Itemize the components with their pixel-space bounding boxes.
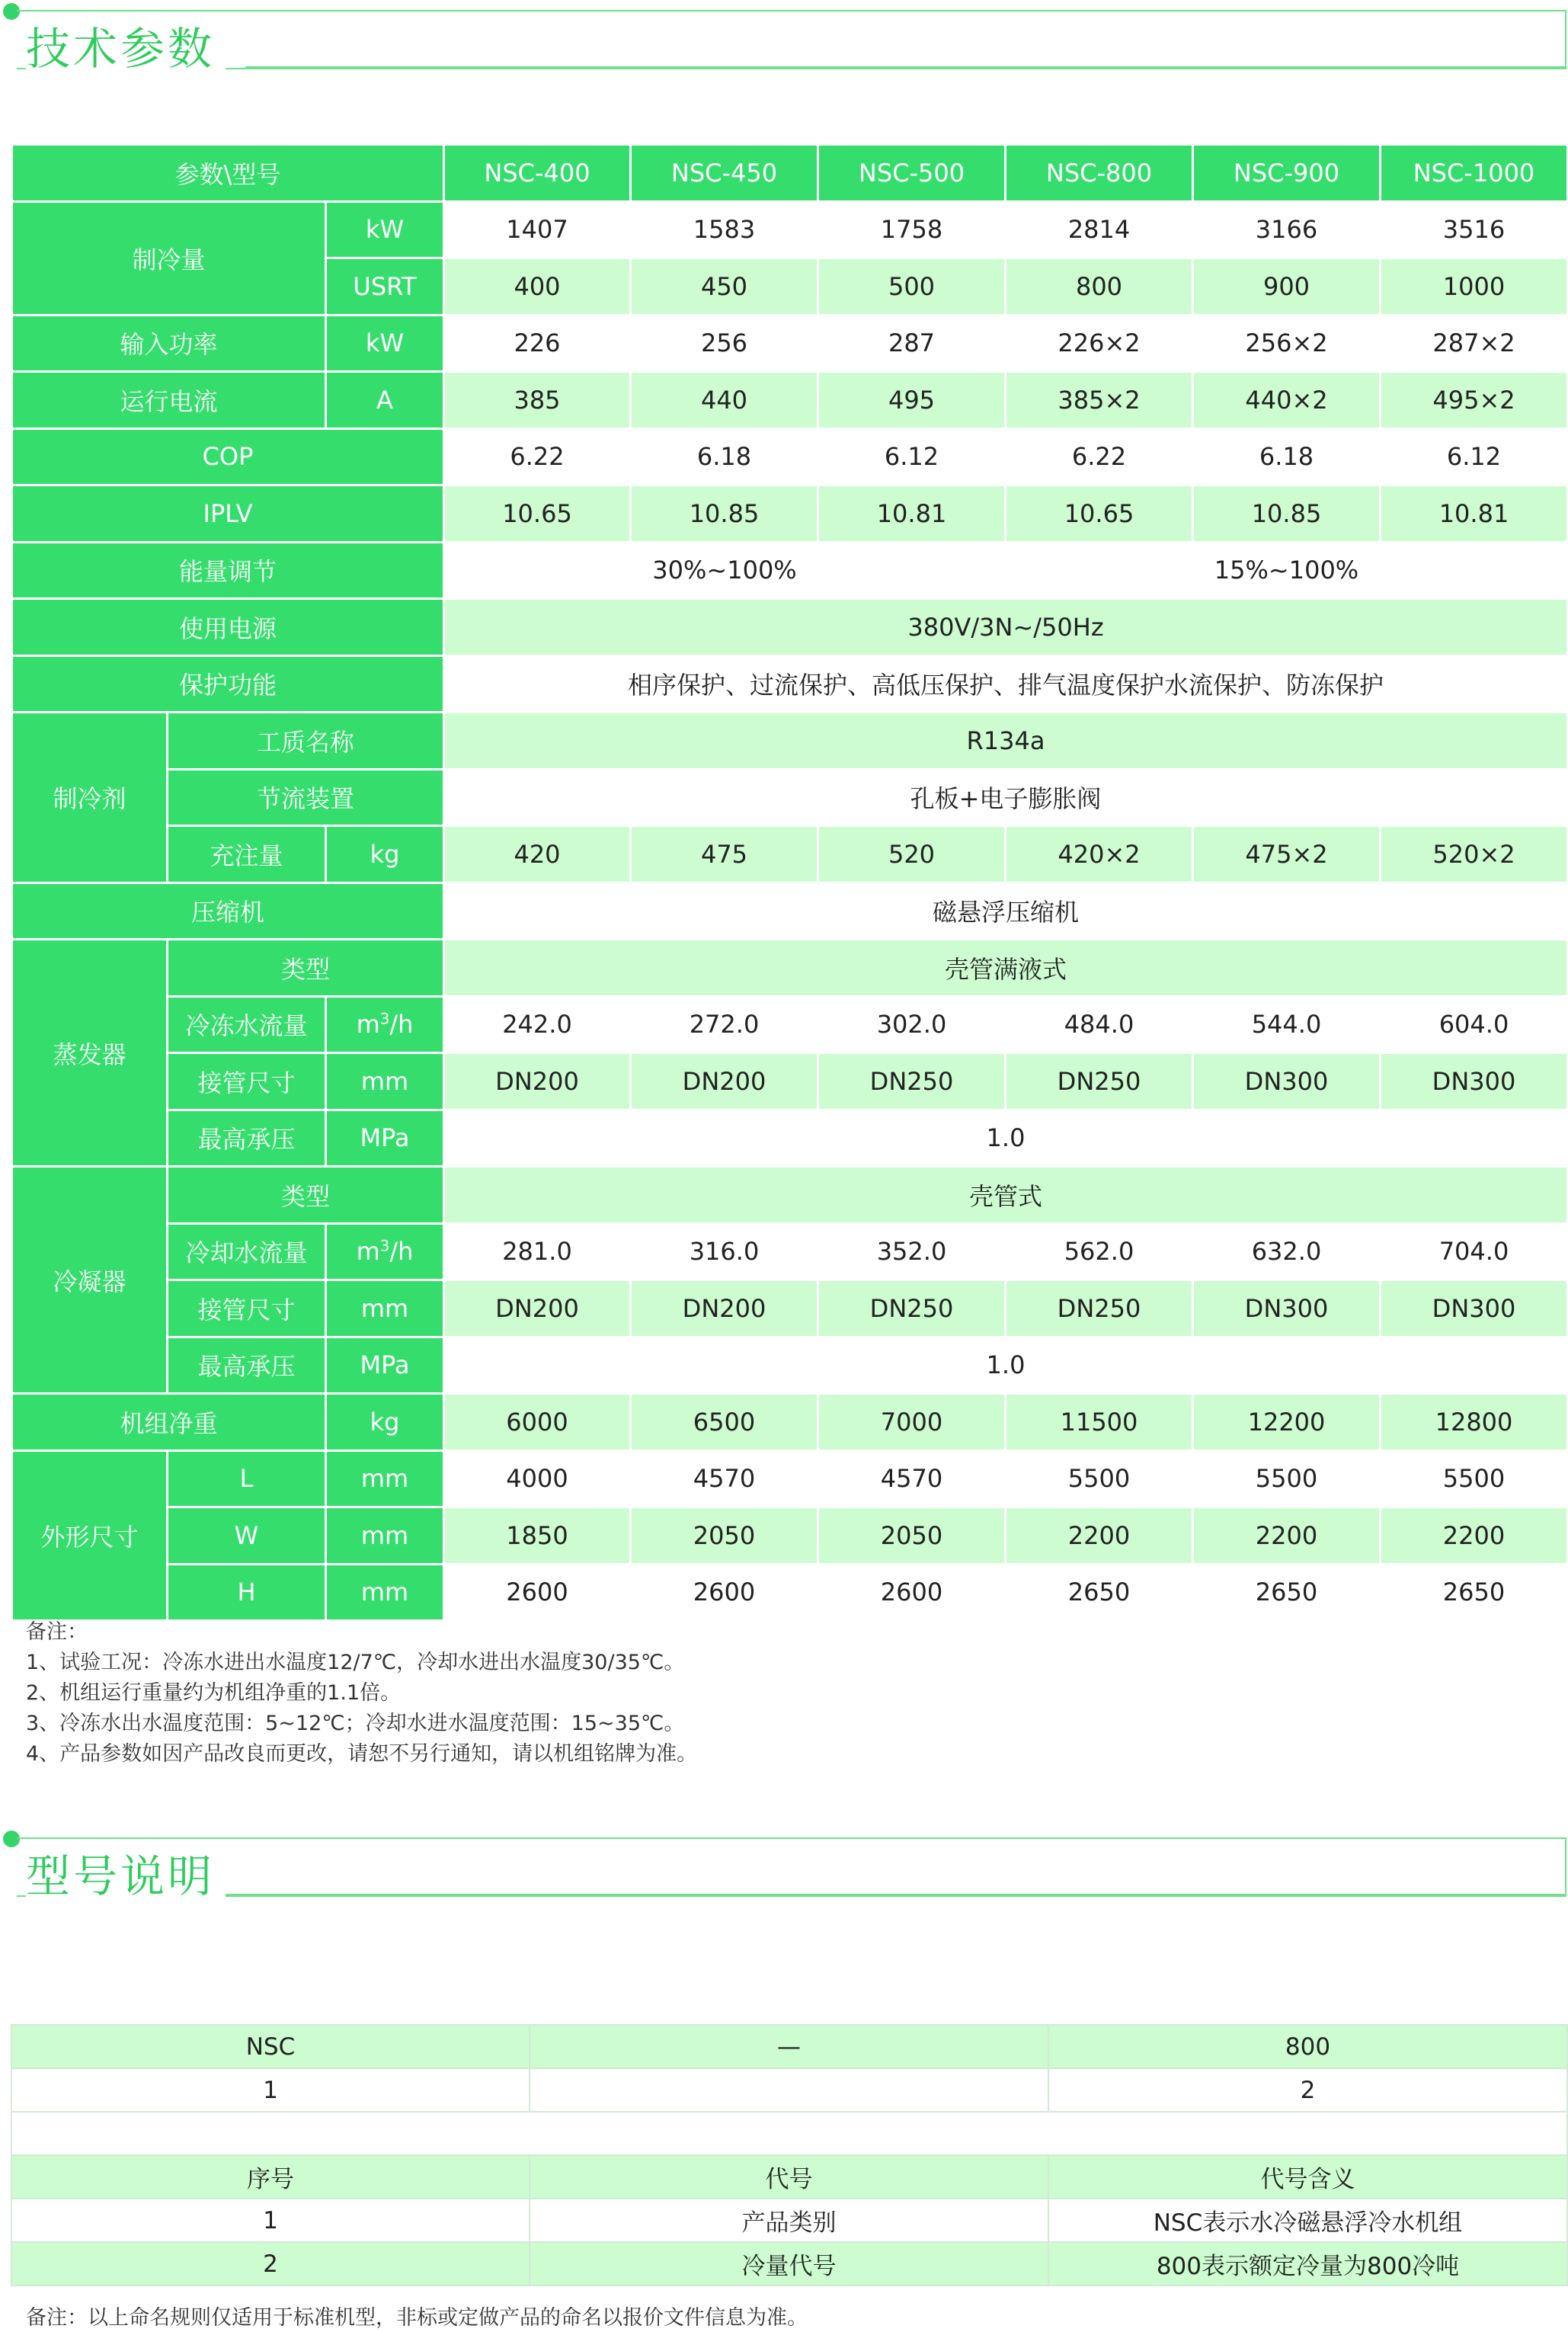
unit-cell: mm xyxy=(326,1564,444,1621)
value-cell: 242.0 xyxy=(444,996,631,1053)
table-header-row xyxy=(11,2155,1567,2199)
value-cell: 2200 xyxy=(1381,1507,1568,1565)
model-index-cell: 1 xyxy=(11,2068,530,2112)
value-cell: 1.0 xyxy=(444,1337,1568,1394)
unit-base: m xyxy=(356,1010,380,1039)
value-cell: 495×2 xyxy=(1381,372,1568,429)
value-cell: 2650 xyxy=(1193,1564,1381,1621)
value-cell: 380V/3N~/50Hz xyxy=(444,599,1568,656)
value-cell: 1850 xyxy=(444,1507,631,1565)
value-cell: DN200 xyxy=(631,1053,818,1110)
row-label: 运行电流 xyxy=(12,372,326,429)
model-header: NSC-800 xyxy=(1006,145,1193,202)
value-cell: 385 xyxy=(444,372,631,429)
value-cell: 5500 xyxy=(1006,1450,1193,1507)
value-cell: 562.0 xyxy=(1006,1223,1193,1280)
table-row xyxy=(12,599,1568,656)
model-table xyxy=(11,2024,1568,2286)
row-label: 充注量 xyxy=(168,826,326,883)
value-cell: 440×2 xyxy=(1193,372,1381,429)
value-cell: 2600 xyxy=(631,1564,818,1621)
value-cell: 10.65 xyxy=(444,485,631,543)
table-row xyxy=(12,372,1568,429)
unit-superscript: 3 xyxy=(379,1237,390,1255)
table-row xyxy=(12,883,1568,940)
model-code-cell: — xyxy=(530,2025,1048,2068)
group-label: 冷凝器 xyxy=(12,1167,168,1394)
model-header: NSC-500 xyxy=(818,145,1006,202)
row-label: 类型 xyxy=(168,940,444,997)
footnote: 备注：以上命名规则仅适用于标准机型，非标或定做产品的命名以报价文件信息为准。 xyxy=(26,2306,808,2330)
spacer-cell xyxy=(11,2112,1567,2155)
value-cell: 520×2 xyxy=(1381,826,1568,883)
value-cell: 316.0 xyxy=(631,1223,818,1280)
value-cell: 3516 xyxy=(1381,201,1568,258)
value-cell: 484.0 xyxy=(1006,996,1193,1053)
column-header: 序号 xyxy=(11,2155,530,2199)
table-cell: 产品类别 xyxy=(530,2199,1048,2242)
value-cell: 1583 xyxy=(631,201,818,258)
row-label: 工质名称 xyxy=(168,713,444,770)
section-title-model: 型号说明 xyxy=(26,1854,226,1898)
row-label: 保护功能 xyxy=(12,655,444,713)
value-cell: DN200 xyxy=(444,1280,631,1337)
section-frame xyxy=(17,1837,1566,1897)
value-cell: 900 xyxy=(1193,258,1381,316)
value-cell: 226 xyxy=(444,315,631,372)
unit-tail: /h xyxy=(389,1010,414,1039)
model-header: NSC-450 xyxy=(631,145,818,202)
table-row xyxy=(12,1223,1568,1280)
value-cell: 704.0 xyxy=(1381,1223,1568,1280)
value-cell: 495 xyxy=(818,372,1006,429)
table-cell: NSC表示水冷磁悬浮冷水机组 xyxy=(1048,2199,1567,2242)
group-label: 制冷剂 xyxy=(12,713,168,883)
unit-cell: kg xyxy=(326,826,444,883)
table-row xyxy=(12,315,1568,372)
value-cell: 281.0 xyxy=(444,1223,631,1280)
value-cell: 2200 xyxy=(1006,1507,1193,1565)
table-row xyxy=(12,428,1568,485)
value-cell: 6.18 xyxy=(631,428,818,485)
value-cell: DN300 xyxy=(1381,1053,1568,1110)
row-label: 接管尺寸 xyxy=(168,1053,326,1110)
table-row xyxy=(11,2242,1567,2286)
model-header: NSC-400 xyxy=(444,145,631,202)
value-cell: 壳管满液式 xyxy=(444,940,1568,997)
value-cell: 10.85 xyxy=(631,485,818,543)
unit-cell: mm xyxy=(326,1280,444,1337)
table-row xyxy=(12,940,1568,997)
unit-cell: USRT xyxy=(326,258,444,316)
value-cell: DN250 xyxy=(1006,1280,1193,1337)
note-line: 1、试验工况：冷冻水进出水温度12/7℃，冷却水进出水温度30/35℃。 xyxy=(26,1651,685,1674)
value-cell: 520 xyxy=(818,826,1006,883)
value-cell: 6500 xyxy=(631,1394,818,1451)
row-label: 使用电源 xyxy=(12,599,444,656)
value-cell: 287×2 xyxy=(1381,315,1568,372)
value-cell: 2814 xyxy=(1006,201,1193,258)
value-cell: 1758 xyxy=(818,201,1006,258)
table-row xyxy=(12,826,1568,883)
value-cell: 420×2 xyxy=(1006,826,1193,883)
value-cell: 632.0 xyxy=(1193,1223,1381,1280)
value-cell: 12800 xyxy=(1381,1394,1568,1451)
row-label: 压缩机 xyxy=(12,883,444,940)
value-cell: 6.12 xyxy=(818,428,1006,485)
value-cell: DN300 xyxy=(1193,1280,1381,1337)
value-cell: 壳管式 xyxy=(444,1167,1568,1224)
value-cell: DN250 xyxy=(818,1280,1006,1337)
unit-cell: MPa xyxy=(326,1110,444,1167)
row-label: 制冷量 xyxy=(12,201,326,315)
group-label: 外形尺寸 xyxy=(12,1450,168,1621)
value-cell: 10.81 xyxy=(1381,485,1568,543)
value-cell: 440 xyxy=(631,372,818,429)
value-cell: 6.22 xyxy=(1006,428,1193,485)
table-row xyxy=(12,201,1568,258)
table-row xyxy=(12,1507,1568,1565)
table-row xyxy=(11,2199,1567,2242)
unit-cell: A xyxy=(326,372,444,429)
table-row xyxy=(12,1450,1568,1507)
unit-cell xyxy=(326,1223,444,1280)
unit-base: m xyxy=(356,1237,380,1267)
row-label: 冷冻水流量 xyxy=(168,996,326,1053)
value-cell: DN200 xyxy=(444,1053,631,1110)
table-cell: 800表示额定冷量为800冷吨 xyxy=(1048,2242,1567,2286)
unit-cell: MPa xyxy=(326,1337,444,1394)
value-cell: 1407 xyxy=(444,201,631,258)
value-cell: 544.0 xyxy=(1193,996,1381,1053)
value-cell: DN300 xyxy=(1193,1053,1381,1110)
value-cell: 385×2 xyxy=(1006,372,1193,429)
note-line: 4、产品参数如因产品改良而更改，请恕不另行通知，请以机组铭牌为准。 xyxy=(26,1742,698,1766)
row-label: 最高承压 xyxy=(168,1110,326,1167)
spec-table xyxy=(11,143,1568,1622)
table-row xyxy=(11,2068,1567,2112)
table-row xyxy=(12,769,1568,826)
table-row xyxy=(12,542,1568,599)
value-cell: 2600 xyxy=(444,1564,631,1621)
table-cell: 2 xyxy=(11,2242,530,2286)
table-row xyxy=(12,996,1568,1053)
section-frame xyxy=(17,10,1566,69)
row-label: 节流装置 xyxy=(168,769,444,826)
unit-cell: mm xyxy=(326,1507,444,1565)
header-label: 参数\型号 xyxy=(12,145,444,202)
model-header: NSC-1000 xyxy=(1381,145,1568,202)
header-row xyxy=(12,145,1568,202)
value-cell: 500 xyxy=(818,258,1006,316)
value-cell: 287 xyxy=(818,315,1006,372)
value-cell: 5500 xyxy=(1381,1450,1568,1507)
note-line: 3、冷冻水出水温度范围：5~12℃；冷却水进水温度范围：15~35℃。 xyxy=(26,1712,685,1735)
row-label: 类型 xyxy=(168,1167,444,1224)
value-cell: 12200 xyxy=(1193,1394,1381,1451)
unit-cell: mm xyxy=(326,1450,444,1507)
value-cell: 6.22 xyxy=(444,428,631,485)
value-cell: DN200 xyxy=(631,1280,818,1337)
column-header: 代号含义 xyxy=(1048,2155,1567,2199)
table-row xyxy=(11,2025,1567,2068)
value-cell: 6.12 xyxy=(1381,428,1568,485)
value-cell: 800 xyxy=(1006,258,1193,316)
table-cell: 冷量代号 xyxy=(530,2242,1048,2286)
row-label: COP xyxy=(12,428,444,485)
value-cell: 256 xyxy=(631,315,818,372)
table-row xyxy=(12,1280,1568,1337)
value-cell: 7000 xyxy=(818,1394,1006,1451)
table-row xyxy=(12,1337,1568,1394)
value-cell: 1.0 xyxy=(444,1110,1568,1167)
value-cell: 2650 xyxy=(1006,1564,1193,1621)
value-cell: 孔板+电子膨胀阀 xyxy=(444,769,1568,826)
table-row xyxy=(12,1053,1568,1110)
value-cell: 5500 xyxy=(1193,1450,1381,1507)
value-cell: 400 xyxy=(444,258,631,316)
spacer-row xyxy=(11,2112,1567,2155)
table-row xyxy=(12,713,1568,770)
model-index-cell xyxy=(530,2068,1048,2112)
value-cell: 6.18 xyxy=(1193,428,1381,485)
value-cell: 420 xyxy=(444,826,631,883)
value-cell: 2050 xyxy=(818,1507,1006,1565)
row-label: IPLV xyxy=(12,485,444,543)
model-code-cell: 800 xyxy=(1048,2025,1567,2068)
value-cell: 4570 xyxy=(631,1450,818,1507)
table-row xyxy=(12,1167,1568,1224)
value-cell: 226×2 xyxy=(1006,315,1193,372)
row-label: 接管尺寸 xyxy=(168,1280,326,1337)
unit-superscript: 3 xyxy=(379,1010,390,1028)
value-cell: 475 xyxy=(631,826,818,883)
value-cell: 475×2 xyxy=(1193,826,1381,883)
value-cell: 2650 xyxy=(1381,1564,1568,1621)
value-cell: 2200 xyxy=(1193,1507,1381,1565)
notes-block xyxy=(26,1617,697,1770)
value-cell: 15%~100% xyxy=(1006,542,1568,599)
unit-cell: kW xyxy=(326,315,444,372)
unit-tail: /h xyxy=(389,1237,414,1267)
value-cell: 10.85 xyxy=(1193,485,1381,543)
value-cell: 272.0 xyxy=(631,996,818,1053)
value-cell: 4570 xyxy=(818,1450,1006,1507)
value-cell: DN250 xyxy=(1006,1053,1193,1110)
value-cell: 11500 xyxy=(1006,1394,1193,1451)
value-cell: 10.65 xyxy=(1006,485,1193,543)
value-cell: 10.81 xyxy=(818,485,1006,543)
value-cell: 6000 xyxy=(444,1394,631,1451)
value-cell: 352.0 xyxy=(818,1223,1006,1280)
section-title-specs: 技术参数 xyxy=(26,27,226,71)
value-cell: 302.0 xyxy=(818,996,1006,1053)
value-cell: R134a xyxy=(444,713,1568,770)
table-cell: 1 xyxy=(11,2199,530,2242)
model-header: NSC-900 xyxy=(1193,145,1381,202)
value-cell: 2050 xyxy=(631,1507,818,1565)
unit-cell: kg xyxy=(326,1394,444,1451)
value-cell: 30%~100% xyxy=(444,542,1006,599)
table-row xyxy=(12,485,1568,543)
model-code-cell: NSC xyxy=(11,2025,530,2068)
unit-cell: kW xyxy=(326,201,444,258)
note-line: 备注： xyxy=(26,1620,88,1644)
unit-cell xyxy=(326,996,444,1053)
row-label: 输入功率 xyxy=(12,315,326,372)
section-underline xyxy=(245,66,1566,68)
row-label: 冷却水流量 xyxy=(168,1223,326,1280)
value-cell: 2600 xyxy=(818,1564,1006,1621)
value-cell: 相序保护、过流保护、高低压保护、排气温度保护水流保护、防冻保护 xyxy=(444,655,1568,713)
value-cell: DN300 xyxy=(1381,1280,1568,1337)
value-cell: 磁悬浮压缩机 xyxy=(444,883,1568,940)
note-line: 2、机组运行重量约为机组净重的1.1倍。 xyxy=(26,1681,402,1705)
table-row xyxy=(12,1564,1568,1621)
section-underline xyxy=(200,1894,1566,1895)
table-row xyxy=(12,655,1568,713)
column-header: 代号 xyxy=(530,2155,1048,2199)
row-label: 能量调节 xyxy=(12,542,444,599)
row-label: 机组净重 xyxy=(12,1394,326,1451)
unit-cell: mm xyxy=(326,1053,444,1110)
row-label: 最高承压 xyxy=(168,1337,326,1394)
value-cell: DN250 xyxy=(818,1053,1006,1110)
row-label: L xyxy=(168,1450,326,1507)
table-row xyxy=(12,1110,1568,1167)
value-cell: 604.0 xyxy=(1381,996,1568,1053)
value-cell: 450 xyxy=(631,258,818,316)
value-cell: 3166 xyxy=(1193,201,1381,258)
group-label: 蒸发器 xyxy=(12,940,168,1167)
value-cell: 4000 xyxy=(444,1450,631,1507)
row-label: H xyxy=(168,1564,326,1621)
table-row xyxy=(12,1394,1568,1451)
value-cell: 1000 xyxy=(1381,258,1568,316)
row-label: W xyxy=(168,1507,326,1565)
value-cell: 256×2 xyxy=(1193,315,1381,372)
model-index-cell: 2 xyxy=(1048,2068,1567,2112)
